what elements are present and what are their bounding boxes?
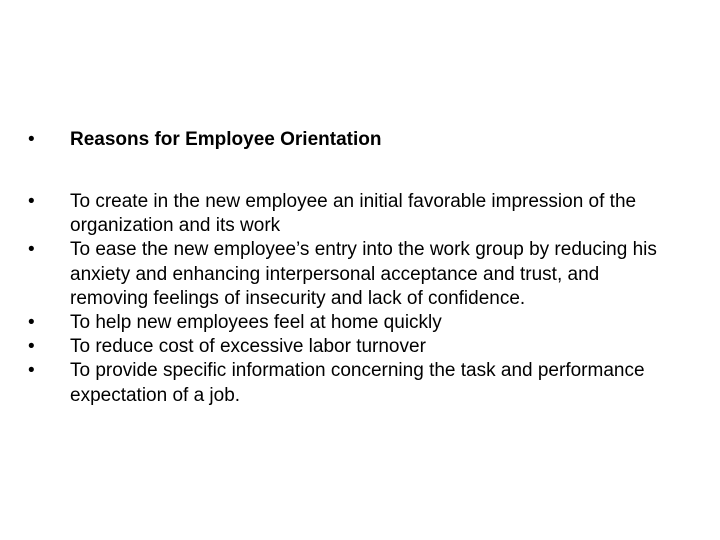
bullet-marker: •: [28, 312, 35, 334]
list-item-text: To provide specific information concerning the task and performance expectation of a job.: [70, 360, 645, 406]
bullet-marker: •: [28, 239, 35, 261]
list-item: [28, 190, 678, 238]
list-item: [28, 311, 678, 335]
list-item-text: To reduce cost of excessive labor turnover: [70, 336, 426, 358]
bullet-list: [28, 190, 678, 408]
bullet-marker: •: [28, 336, 35, 358]
bullet-marker: •: [28, 129, 35, 150]
slide-heading: [28, 128, 688, 152]
list-item-text: To create in the new employee an initial favorable impression of the organization and its work: [70, 191, 637, 237]
bullet-marker: •: [28, 360, 35, 382]
list-item: [28, 238, 678, 311]
list-item-text: To ease the new employee’s entry into the work group by reducing his anxiety and enhancing interpersonal acceptance and trust, and removing feelings of insecurity and lack of confidence.: [70, 239, 657, 309]
heading-text: Reasons for Employee Orientation: [70, 129, 382, 150]
list-item-text: To help new employees feel at home quickly: [70, 312, 442, 334]
list-item: [28, 335, 678, 359]
list-item: [28, 359, 678, 407]
bullet-marker: •: [28, 191, 35, 212]
